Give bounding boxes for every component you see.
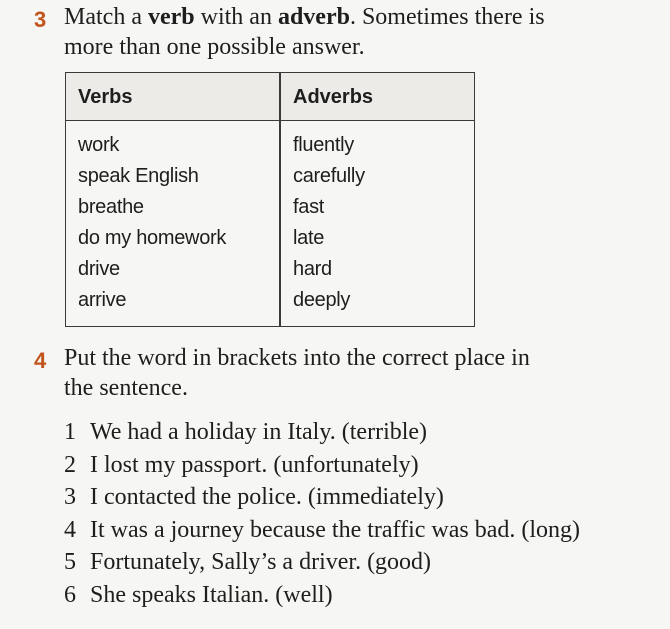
- sentence-text: We had a holiday in Italy. (terrible): [90, 419, 428, 445]
- sentence-number: 6: [64, 581, 76, 608]
- instruction-verb-bold: verb: [147, 4, 195, 30]
- sentence-item: [64, 579, 580, 612]
- exercise-3-instruction-line-1: [64, 2, 664, 32]
- instruction-adverb-bold: adverb: [277, 4, 350, 30]
- exercise-3-instruction: [64, 2, 664, 62]
- sentence-text: Fortunately, Sally’s a driver. (good): [90, 549, 432, 576]
- verb-item: do my homework: [78, 227, 227, 249]
- adverbs-column: [293, 130, 365, 316]
- verb-item: drive: [78, 258, 120, 280]
- verbs-column: [78, 130, 226, 316]
- header-adverbs: Adverbs: [293, 86, 374, 108]
- sentence-item: [64, 449, 580, 482]
- instruction-suffix: . Sometimes there is: [349, 4, 545, 30]
- instruction-prefix: Match a: [64, 4, 148, 30]
- verb-item: breathe: [78, 196, 144, 218]
- sentence-item: [64, 514, 580, 547]
- header-verbs: Verbs: [78, 86, 133, 108]
- sentence-number: 1: [64, 419, 76, 445]
- sentence-list: [64, 416, 580, 612]
- sentence-text: I contacted the police. (immediately): [90, 484, 444, 511]
- sentence-number: 2: [64, 451, 76, 478]
- sentence-text: She speaks Italian. (well): [90, 581, 333, 608]
- sentence-number: 5: [64, 549, 76, 576]
- adverb-item: hard: [293, 258, 332, 280]
- instruction-middle: with an: [194, 4, 278, 30]
- adverb-item: fast: [293, 196, 325, 218]
- adverb-item: late: [293, 227, 325, 249]
- verbs-adverbs-table: [65, 72, 475, 327]
- table-column-divider: [279, 73, 281, 326]
- exercise-3-instruction-line-2: more than one possible answer.: [64, 34, 365, 60]
- adverb-item: deeply: [293, 289, 351, 311]
- sentence-number: 4: [64, 516, 76, 543]
- sentence-text: I lost my passport. (unfortunately): [90, 451, 419, 478]
- sentence-text: It was a journey because the traffic was bad. (long): [90, 516, 581, 543]
- sentence-number: 3: [64, 484, 76, 511]
- sentence-item: [64, 481, 580, 514]
- adverb-item: carefully: [293, 165, 365, 187]
- exercise-4-instruction: [64, 343, 664, 403]
- verb-item: arrive: [78, 289, 127, 311]
- exercise-4-instruction-line-2: the sentence.: [64, 375, 188, 401]
- exercise-3-number: 3: [34, 7, 47, 32]
- exercise-4-instruction-line-1: Put the word in brackets into the correct place in: [64, 345, 530, 371]
- sentence-item: [64, 416, 580, 449]
- table-header-row: [66, 73, 474, 121]
- verb-item: work: [78, 134, 120, 156]
- verb-item: speak English: [78, 165, 199, 187]
- adverb-item: fluently: [293, 134, 354, 156]
- exercise-4-number: 4: [34, 348, 47, 373]
- sentence-item: [64, 546, 580, 579]
